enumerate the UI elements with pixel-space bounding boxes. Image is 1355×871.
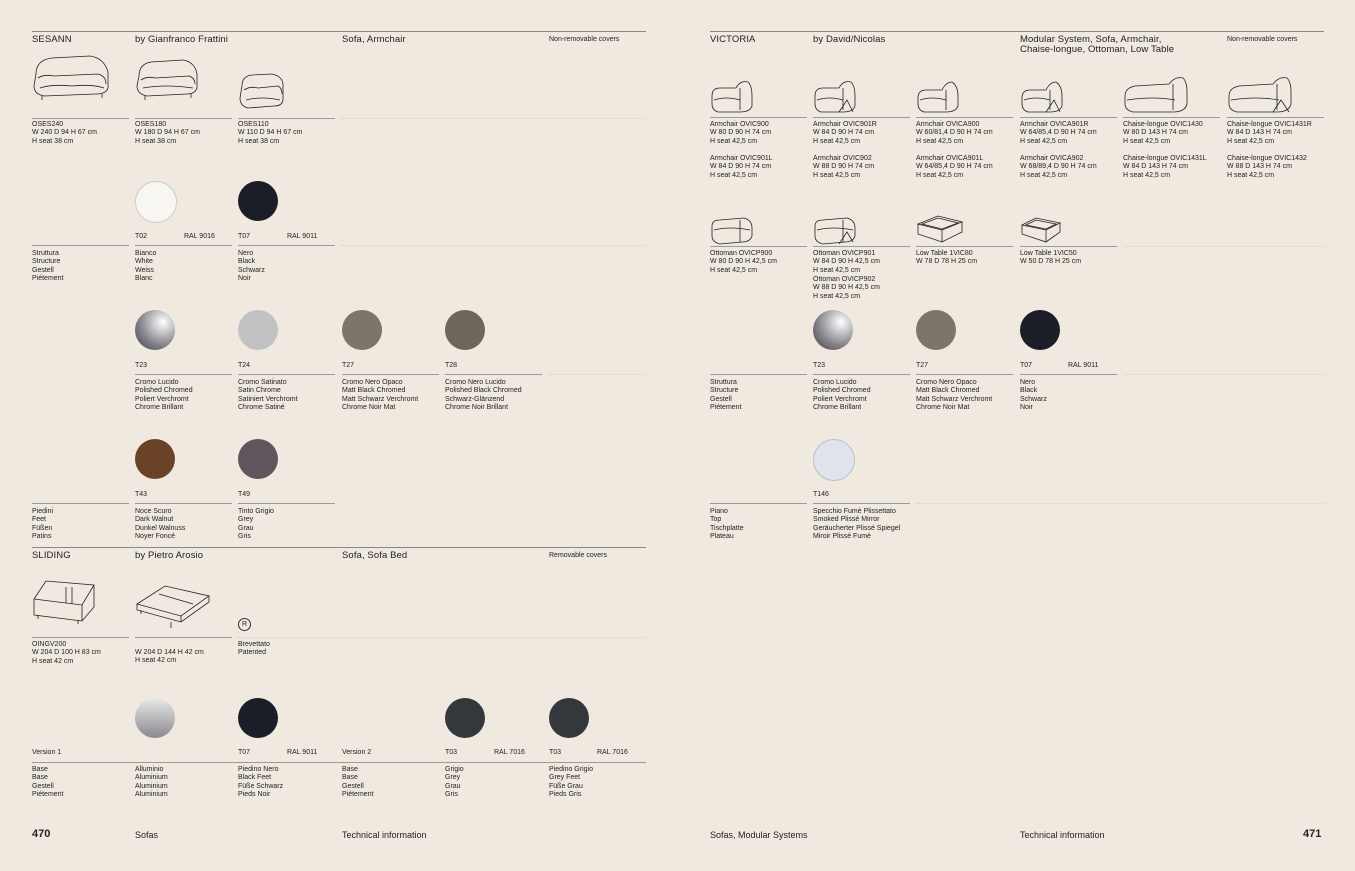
victoria-covers: Non-removable covers (1227, 36, 1298, 43)
finish-code: T27 (342, 362, 355, 369)
finish-text: Specchio Fumè Plissettato Smoked Plissé Mirror Geräucherter Plissé Spiegel Miroir Plissé Fumé (813, 508, 901, 541)
sofa-oses240-drawing (32, 54, 112, 104)
base-label: Base Base Gestell Piétement (342, 766, 374, 799)
victoria-item: Chaise-longue OVIC1431L W 84 D 143 H 74 cm H seat 42,5 cm (1123, 155, 1207, 179)
victoria-item: Ottoman OVICP901 W 84 D 90 H 42,5 cm H seat 42,5 cm (813, 250, 880, 274)
chaise-ovic1431r-drawing (1227, 74, 1293, 114)
sliding-covers: Removable covers (549, 552, 607, 559)
victoria-item: Armchair OVICA901R W 64/85,4 D 90 H 74 cm H seat 42,5 cm (1020, 121, 1097, 145)
dotted-divider (549, 374, 646, 375)
divider (32, 245, 129, 246)
victoria-item: Ottoman OVICP900 W 80 D 90 H 42,5 cm H seat 42,5 cm (710, 250, 777, 274)
finish-code: T27 (916, 362, 929, 369)
finish-text: Cromo Lucido Polished Chromed Poliert Verchromt Chrome Brillant (813, 379, 871, 412)
item-dims: W 180 D 94 H 67 cm (135, 129, 200, 137)
sliding-category: Sofa, Sofa Bed (342, 550, 408, 561)
divider (710, 117, 807, 118)
ottoman-ovicp901-drawing (813, 216, 857, 246)
dotted-divider (1123, 246, 1324, 247)
finish-text: Noce Scuro Dark Walnut Dunkel Walnuss Noyer Foncé (135, 508, 186, 541)
divider (813, 117, 910, 118)
divider (238, 118, 335, 119)
footer-info: Technical information (1020, 830, 1105, 840)
divider (916, 246, 1013, 247)
sesann-category: Sofa, Armchair (342, 34, 406, 45)
item-seat: H seat 38 cm (135, 137, 177, 145)
base-label: Base Base Gestell Piétement (32, 766, 64, 799)
victoria-item: Armchair OVICA902 W 68/89,4 D 90 H 74 cm H seat 42,5 cm (1020, 155, 1097, 179)
finish-code: T07 (238, 233, 251, 240)
finish-text: Bianco White Weiss Blanc (135, 250, 157, 283)
divider (710, 246, 807, 247)
item-code: OSES240 (32, 121, 64, 128)
divider (238, 503, 335, 504)
item-code: OSES180 (135, 121, 167, 128)
finish-code: T146 (813, 491, 829, 498)
swatch-t43 (135, 439, 175, 479)
sesann-item-1 (32, 121, 97, 146)
divider (1227, 117, 1324, 118)
divider (710, 503, 807, 504)
divider (32, 503, 129, 504)
page-number: 470 (32, 828, 51, 840)
divider (342, 374, 439, 375)
finish-text: Cromo Nero Lucido Polished Black Chromed Schwarz-Glänzend Chrome Noir Brillant (445, 379, 522, 412)
dotted-divider (342, 245, 646, 246)
finish-ral: RAL 9011 (1068, 362, 1099, 369)
victoria-item: Low Table 1VIC50 W 50 D 78 H 25 cm (1020, 250, 1082, 266)
item-dims: W 204 D 144 H 42 cm (135, 649, 204, 656)
sesann-top-rule (32, 31, 646, 32)
sesann-item-3 (238, 121, 302, 146)
finish-code: T49 (238, 491, 251, 498)
sliding-item-1 (32, 641, 101, 666)
divider (1123, 117, 1220, 118)
finish-code: T03 (549, 749, 562, 756)
sofabed-sliding-drawing (135, 582, 211, 630)
finish-ral: RAL 7016 (494, 749, 525, 756)
finish-code: T28 (445, 362, 458, 369)
feet-label: Piedini Feet Füßen Patins (32, 508, 54, 541)
divider (1020, 117, 1117, 118)
finish-code: T23 (813, 362, 826, 369)
finish-text: Cromo Lucido Polished Chromed Poliert Verchromt Chrome Brillant (135, 379, 193, 412)
swatch-t146 (813, 439, 855, 481)
victoria-category: Modular System, Sofa, Armchair, Chaise-longue, Ottoman, Low Table (1020, 34, 1175, 55)
structure-label: Struttura Structure Gestell Piétement (32, 250, 64, 283)
finish-code: T24 (238, 362, 251, 369)
footer-info: Technical information (342, 830, 427, 840)
victoria-item: Armchair OVIC900 W 80 D 90 H 74 cm H seat 42,5 cm (710, 121, 772, 145)
victoria-item: Armchair OVIC901L W 84 D 90 H 74 cm H seat 42,5 cm (710, 155, 773, 179)
finish-ral: RAL 7016 (597, 749, 628, 756)
divider (135, 637, 232, 638)
sesann-covers: Non-removable covers (549, 36, 620, 43)
swatch-t07 (238, 698, 278, 738)
swatch-t07 (238, 181, 278, 221)
victoria-top-rule (710, 31, 1324, 32)
armchair-ovic900-drawing (710, 78, 754, 114)
footer-section: Sofas (135, 830, 159, 840)
dotted-divider (238, 637, 646, 638)
finish-text: Piedino Nero Black Feet Füße Schwarz Pieds Noir (238, 766, 284, 799)
item-seat: H seat 42 cm (32, 657, 74, 665)
finish-text: Nero Black Schwarz Noir (238, 250, 265, 283)
swatch-t24 (238, 310, 278, 350)
swatch-t03 (549, 698, 589, 738)
divider (1020, 374, 1117, 375)
finish-code: T07 (238, 749, 251, 756)
armchair-ovica901r-drawing (1020, 80, 1064, 114)
finish-code: T03 (445, 749, 458, 756)
divider (32, 118, 129, 119)
item-dims: W 204 D 100 H 83 cm (32, 649, 101, 657)
finish-ral: RAL 9016 (184, 233, 215, 240)
finish-code: T02 (135, 233, 148, 240)
finish-text: Nero Black Schwarz Noir (1020, 379, 1047, 412)
item-dims: W 240 D 94 H 67 cm (32, 129, 97, 137)
item-dims: W 110 D 94 H 67 cm (238, 129, 303, 137)
armchair-ovica900-drawing (916, 80, 960, 114)
finish-text: Alluminio Aluminium Aluminium Aluminium (135, 766, 168, 799)
finish-text: Cromo Nero Opaco Matt Black Chromed Matt Schwarz Verchromt Chrome Noir Mat (916, 379, 993, 412)
victoria-item: Chaise-longue OVIC1430 W 80 D 143 H 74 cm H seat 42,5 cm (1123, 121, 1203, 145)
finish-text: Cromo Satinato Satin Chrome Satiniert Verchromt Chrome Satiné (238, 379, 298, 412)
swatch-t02 (135, 181, 177, 223)
finish-text: Grigio Grey Grau Gris (445, 766, 464, 799)
victoria-designer: by David/Nicolas (813, 34, 886, 45)
item-seat: H seat 38 cm (238, 137, 280, 145)
finish-text: Cromo Nero Opaco Matt Black Chromed Matt Schwarz Verchromt Chrome Noir Mat (342, 379, 419, 412)
divider (32, 637, 129, 638)
swatch-t28 (445, 310, 485, 350)
victoria-item: Armchair OVICA901L W 64/85,4 D 90 H 74 cm H seat 42,5 cm (916, 155, 993, 179)
victoria-item: Ottoman OVICP902 W 88 D 90 H 42,5 cm H seat 42,5 cm (813, 276, 880, 300)
armchair-ovic901r-drawing (813, 78, 857, 114)
finish-code: T07 (1020, 362, 1033, 369)
divider (813, 374, 910, 375)
divider (135, 245, 232, 246)
divider (135, 503, 232, 504)
sliding-top-rule (32, 547, 646, 548)
swatch-aluminium (135, 698, 175, 738)
sofa-sliding-drawing (32, 577, 98, 625)
chaise-ovic1430-drawing (1123, 74, 1189, 114)
finish-ral: RAL 9011 (287, 749, 318, 756)
victoria-name: VICTORIA (710, 34, 756, 45)
footer-section: Sofas, Modular Systems (710, 830, 808, 840)
divider (32, 762, 646, 763)
divider (1020, 246, 1117, 247)
sesann-designer: by Gianfranco Frattini (135, 34, 229, 45)
divider (813, 503, 910, 504)
finish-code: T43 (135, 491, 148, 498)
divider (135, 118, 232, 119)
victoria-item: Chaise-longue OVIC1432 W 88 D 143 H 74 cm H seat 42,5 cm (1227, 155, 1307, 179)
swatch-t07 (1020, 310, 1060, 350)
dotted-divider (916, 503, 1324, 504)
item-code: OSES110 (238, 121, 269, 128)
swatch-t49 (238, 439, 278, 479)
victoria-item: Armchair OVIC902 W 88 D 90 H 74 cm H seat 42,5 cm (813, 155, 875, 179)
victoria-item: Armchair OVICA900 W 60/81,4 D 90 H 74 cm H seat 42,5 cm (916, 121, 993, 145)
divider (238, 245, 335, 246)
divider (710, 374, 807, 375)
structure-label: Struttura Structure Gestell Piétement (710, 379, 742, 412)
finish-text: Tinto Grigio Grey Grau Gris (238, 508, 274, 541)
divider (916, 117, 1013, 118)
divider (813, 246, 910, 247)
finish-code: T23 (135, 362, 148, 369)
swatch-t27 (916, 310, 956, 350)
dotted-divider (1123, 374, 1324, 375)
patent-icon: R (238, 618, 251, 631)
patent-text: Brevettato Patented (238, 641, 270, 657)
sesann-item-2 (135, 121, 200, 146)
sliding-designer: by Pietro Arosio (135, 550, 204, 561)
finish-ral: RAL 9011 (287, 233, 318, 240)
swatch-t23 (135, 310, 175, 350)
sesann-name: SESANN (32, 34, 72, 45)
low-table-1vic80-drawing (916, 214, 964, 244)
version-2-label: Version 2 (342, 749, 372, 756)
divider (445, 374, 542, 375)
victoria-item: Armchair OVIC901R W 84 D 90 H 74 cm H seat 42,5 cm (813, 121, 877, 145)
swatch-t23 (813, 310, 853, 350)
sliding-item-2 (135, 649, 204, 666)
divider (135, 374, 232, 375)
version-1-label: Version 1 (32, 749, 62, 756)
top-label: Piano Top Tischplatte Plateau (710, 508, 744, 541)
divider (916, 374, 1013, 375)
divider (238, 374, 335, 375)
page-number: 471 (1303, 828, 1322, 840)
sliding-name: SLIDING (32, 550, 71, 561)
swatch-t27 (342, 310, 382, 350)
armchair-oses110-drawing (238, 72, 286, 112)
victoria-item: Chaise-longue OVIC1431R W 84 D 143 H 74 cm H seat 42,5 cm (1227, 121, 1312, 145)
ottoman-ovicp900-drawing (710, 216, 754, 246)
low-table-1vic50-drawing (1020, 216, 1062, 244)
victoria-item: Low Table 1VIC80 W 78 D 78 H 25 cm (916, 250, 978, 266)
finish-text: Piedino Grigio Grey Feet Füße Grau Pieds Gris (549, 766, 593, 799)
item-seat: H seat 38 cm (32, 137, 74, 145)
swatch-t03 (445, 698, 485, 738)
item-seat: H seat 42 cm (135, 657, 177, 665)
sofa-oses180-drawing (135, 58, 201, 104)
item-code: OINGV200 (32, 641, 67, 648)
dotted-divider (342, 118, 646, 119)
